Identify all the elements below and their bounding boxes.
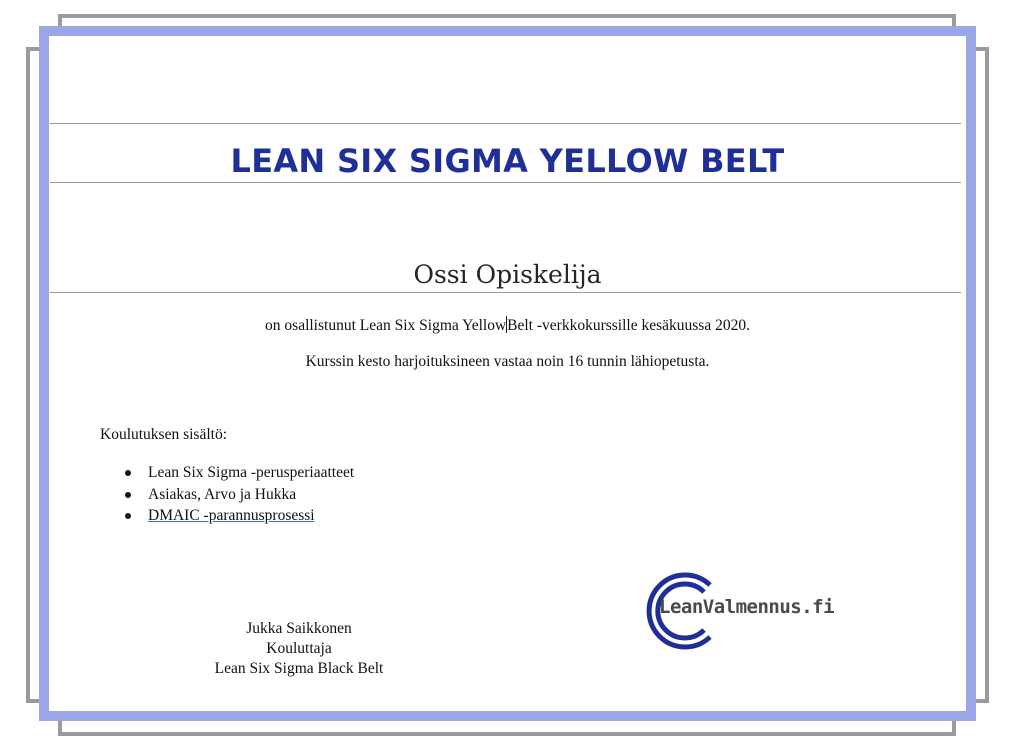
logo-text: LeanValmennus.fi	[659, 596, 835, 618]
duration-statement: Kurssin kesto harjoituksineen vastaa noin 16 tunnin lähiopetusta.	[305, 353, 710, 370]
certificate-page	[39, 26, 976, 721]
statement-part2: Belt -verkkokurssille kesäkuussa 2020.	[507, 317, 750, 334]
contents-list	[100, 462, 354, 527]
signer-name: Jukka Saikkonen	[246, 620, 352, 637]
list-item-label: Asiakas, Arvo ja Hukka	[148, 485, 297, 503]
list-item	[100, 484, 354, 506]
bullet-icon	[125, 513, 131, 519]
list-item	[100, 505, 354, 527]
list-item-label: Lean Six Sigma -perusperiaatteet	[148, 464, 355, 481]
signer-role: Kouluttaja	[266, 640, 332, 657]
signature-block	[169, 619, 429, 679]
statement-part1: on osallistunut Lean Six Sigma Yellow	[265, 317, 507, 334]
participation-statement	[49, 316, 966, 335]
certificate-title: LEAN SIX SIGMA YELLOW BELT	[230, 142, 785, 180]
list-item	[100, 462, 354, 484]
contents-heading: Koulutuksen sisältö:	[100, 426, 228, 443]
leanvalmennus-logo	[642, 571, 852, 651]
name-rule	[50, 292, 961, 293]
bullet-icon	[125, 492, 131, 498]
title-top-rule	[50, 123, 961, 124]
bullet-icon	[125, 470, 131, 476]
title-bottom-rule	[50, 182, 961, 183]
list-item-label: DMAIC -parannusprosessi	[148, 507, 315, 524]
participant-name: Ossi Opiskelija	[413, 260, 602, 289]
certificate-body	[49, 36, 966, 711]
signer-credential: Lean Six Sigma Black Belt	[214, 660, 384, 677]
